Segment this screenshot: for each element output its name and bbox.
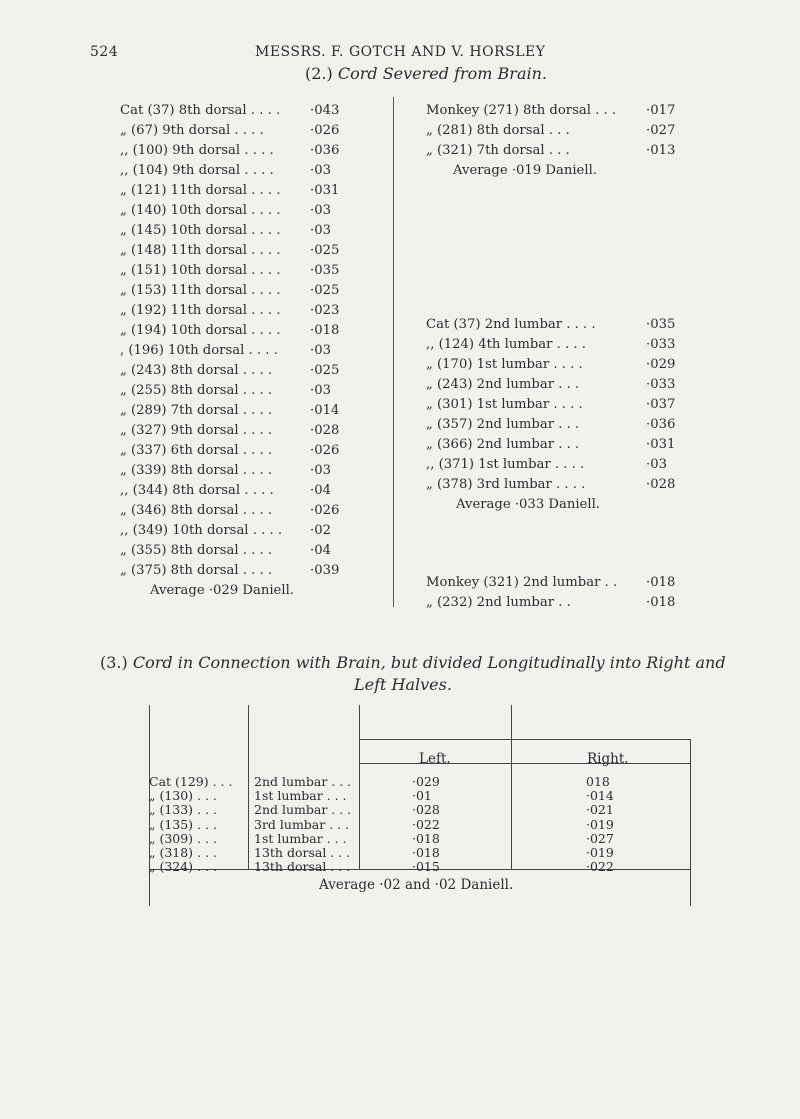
- monkey-lumbar-row-value: ·018: [646, 595, 676, 610]
- cat-lumbar-row: [426, 315, 726, 335]
- cat-dorsal-row-value: ·025: [310, 243, 340, 258]
- monkey-lumbar-row: [426, 593, 726, 613]
- monkey-lumbar-row-label: Monkey (321) 2nd lumbar . .: [426, 575, 618, 590]
- cat-dorsal-list: [120, 101, 390, 601]
- monkey-dorsal-average: Average ·019 Daniell.: [453, 163, 597, 178]
- cat-dorsal-row: [120, 161, 390, 181]
- cat-dorsal-row-value: ·04: [310, 483, 331, 498]
- cat-dorsal-row-value: ·02: [310, 523, 331, 538]
- table-cell-region: 1st lumbar . . .: [254, 830, 347, 846]
- table-rule: [248, 705, 249, 869]
- cat-dorsal-row-label: „ (255) 8th dorsal . . . .: [120, 383, 273, 398]
- monkey-dorsal-row: [426, 101, 726, 121]
- cat-dorsal-row-value: ·025: [310, 283, 340, 298]
- cat-lumbar-row-value: ·031: [646, 437, 676, 452]
- cat-dorsal-row-value: ·025: [310, 363, 340, 378]
- cat-dorsal-row-label: „ (192) 11th dorsal . . . .: [120, 303, 281, 318]
- page-number: 524: [90, 44, 119, 60]
- cat-dorsal-row: [120, 381, 390, 401]
- cat-lumbar-row: [426, 395, 726, 415]
- cat-dorsal-row-value: ·03: [310, 383, 331, 398]
- cat-dorsal-row: [120, 481, 390, 501]
- section-3-heading: [100, 652, 740, 694]
- table-cell-cat: „ (309) . . .: [149, 830, 217, 846]
- cat-dorsal-row-label: „ (355) 8th dorsal . . . .: [120, 543, 273, 558]
- monkey-dorsal-row-value: ·013: [646, 143, 676, 158]
- cat-dorsal-row-value: ·026: [310, 443, 340, 458]
- cat-lumbar-row-label: „ (357) 2nd lumbar . . .: [426, 417, 580, 432]
- cat-dorsal-row-value: ·036: [310, 143, 340, 158]
- table-cell-region: 13th dorsal . . .: [254, 859, 351, 875]
- monkey-lumbar-list: [426, 573, 726, 613]
- table-cell-cat: „ (324) . . .: [149, 859, 217, 875]
- cat-dorsal-row-label: ,, (349) 10th dorsal . . . .: [120, 523, 283, 538]
- table-cell-cat: „ (130) . . .: [149, 788, 217, 804]
- cat-dorsal-row-value: ·014: [310, 403, 340, 418]
- cat-dorsal-row-label: „ (194) 10th dorsal . . . .: [120, 323, 281, 338]
- table-cell-cat: „ (135) . . .: [149, 816, 217, 832]
- section-2-number: (2.): [305, 64, 333, 83]
- table-cell-right: ·021: [586, 802, 614, 818]
- table-cell-left: ·018: [412, 845, 440, 860]
- cat-dorsal-row: [120, 421, 390, 441]
- cat-lumbar-row-value: ·029: [646, 357, 676, 372]
- cat-dorsal-row-value: ·04: [310, 543, 331, 558]
- column-header-left: Left.: [419, 751, 451, 767]
- cat-lumbar-row-label: Cat (37) 2nd lumbar . . . .: [426, 317, 596, 332]
- table-rule: [359, 763, 690, 764]
- column-header-right: Right.: [587, 751, 629, 767]
- section-2-heading: [305, 64, 547, 83]
- running-title: MESSRS. F. GOTCH AND V. HORSLEY: [255, 44, 546, 60]
- cat-dorsal-row: [120, 241, 390, 261]
- cat-dorsal-row: [120, 521, 390, 541]
- section-3-title-line1: Cord in Connection with Brain, but divided Longitudinally into Right and: [132, 653, 726, 672]
- cat-dorsal-row-value: ·035: [310, 263, 340, 278]
- cat-dorsal-row: [120, 201, 390, 221]
- cat-dorsal-row-label: „ (67) 9th dorsal . . . .: [120, 123, 264, 138]
- monkey-lumbar-row: [426, 573, 726, 593]
- cat-dorsal-row: [120, 461, 390, 481]
- monkey-dorsal-row-label: „ (281) 8th dorsal . . .: [426, 123, 570, 138]
- table-cell-region: 1st lumbar . . .: [254, 788, 347, 804]
- section-3-title-line2: Left Halves.: [354, 675, 452, 694]
- cat-dorsal-row-label: „ (346) 8th dorsal . . . .: [120, 503, 273, 518]
- cat-dorsal-row: [120, 441, 390, 461]
- cat-dorsal-row: [120, 401, 390, 421]
- cat-dorsal-row-label: „ (289) 7th dorsal . . . .: [120, 403, 273, 418]
- table-cell-cat: „ (318) . . .: [149, 845, 217, 860]
- cat-dorsal-row: [120, 321, 390, 341]
- cat-dorsal-row-value: ·043: [310, 103, 340, 118]
- cat-dorsal-row-value: ·026: [310, 123, 340, 138]
- cat-dorsal-row: [120, 541, 390, 561]
- running-head: [0, 44, 800, 64]
- cat-lumbar-row-value: ·03: [646, 457, 667, 472]
- table-cell-right: ·022: [586, 859, 614, 875]
- cat-dorsal-row-value: ·028: [310, 423, 340, 438]
- table-cell-region: 3rd lumbar . . .: [254, 816, 350, 832]
- cat-dorsal-row-label: „ (243) 8th dorsal . . . .: [120, 363, 273, 378]
- cat-dorsal-row: [120, 141, 390, 161]
- cat-dorsal-row-value: ·023: [310, 303, 340, 318]
- cat-dorsal-row-label: „ (339) 8th dorsal . . . .: [120, 463, 273, 478]
- cat-dorsal-row: [120, 301, 390, 321]
- cat-dorsal-row-label: „ (151) 10th dorsal . . . .: [120, 263, 281, 278]
- cat-dorsal-row: [120, 101, 390, 121]
- table-cell-right: 018: [586, 774, 610, 789]
- section-3-number: (3.): [100, 653, 128, 672]
- cat-lumbar-row-value: ·035: [646, 317, 676, 332]
- cat-dorsal-row: [120, 281, 390, 301]
- table-cell-left: ·01: [412, 788, 432, 804]
- cat-lumbar-row-label: „ (366) 2nd lumbar . . .: [426, 437, 580, 452]
- cat-lumbar-row-label: „ (243) 2nd lumbar . . .: [426, 377, 580, 392]
- table-cell-left: ·028: [412, 802, 440, 818]
- cat-dorsal-row-label: ,, (100) 9th dorsal . . . .: [120, 143, 274, 158]
- cat-dorsal-row-label: ,, (344) 8th dorsal . . . .: [120, 483, 274, 498]
- cat-dorsal-row-value: ·03: [310, 223, 331, 238]
- table-rule: [359, 739, 690, 740]
- table-cell-left: ·022: [412, 816, 440, 832]
- monkey-dorsal-list: [426, 101, 726, 181]
- section-2-title: Cord Severed from Brain.: [337, 64, 547, 83]
- cat-lumbar-row-label: „ (170) 1st lumbar . . . .: [426, 357, 583, 372]
- halves-table: [149, 705, 709, 906]
- cat-lumbar-row: [426, 375, 726, 395]
- table-cell-region: 2nd lumbar . . .: [254, 774, 352, 789]
- cat-dorsal-row-label: „ (153) 11th dorsal . . . .: [120, 283, 281, 298]
- cat-dorsal-row-value: ·026: [310, 503, 340, 518]
- monkey-dorsal-row-label: „ (321) 7th dorsal . . .: [426, 143, 570, 158]
- cat-dorsal-row-label: „ (121) 11th dorsal . . . .: [120, 183, 281, 198]
- cat-lumbar-row-label: „ (378) 3rd lumbar . . . .: [426, 477, 586, 492]
- cat-dorsal-row-label: „ (337) 6th dorsal . . . .: [120, 443, 273, 458]
- cat-lumbar-row: [426, 415, 726, 435]
- monkey-dorsal-row-value: ·017: [646, 103, 676, 118]
- cat-lumbar-row-label: ,, (124) 4th lumbar . . . .: [426, 337, 586, 352]
- table-cell-left: ·018: [412, 830, 440, 846]
- cat-dorsal-row: [120, 181, 390, 201]
- table-average: Average ·02 and ·02 Daniell.: [319, 877, 514, 893]
- cat-dorsal-row-value: ·03: [310, 203, 331, 218]
- cat-dorsal-row-label: , (196) 10th dorsal . . . .: [120, 343, 278, 358]
- cat-dorsal-row-label: „ (140) 10th dorsal . . . .: [120, 203, 281, 218]
- cat-lumbar-row: [426, 435, 726, 455]
- monkey-dorsal-row: [426, 141, 726, 161]
- table-cell-left: ·029: [412, 774, 440, 789]
- cat-lumbar-row: [426, 455, 726, 475]
- cat-dorsal-row-value: ·031: [310, 183, 340, 198]
- cat-dorsal-row-label: „ (327) 9th dorsal . . . .: [120, 423, 273, 438]
- cat-dorsal-row-label: „ (145) 10th dorsal . . . .: [120, 223, 281, 238]
- monkey-lumbar-row-value: ·018: [646, 575, 676, 590]
- table-cell-right: ·019: [586, 845, 614, 860]
- column-divider: [393, 97, 394, 607]
- cat-lumbar-row: [426, 355, 726, 375]
- cat-lumbar-row-value: ·037: [646, 397, 676, 412]
- table-rule: [690, 739, 691, 906]
- cat-dorsal-row-value: ·03: [310, 163, 331, 178]
- cat-dorsal-row-value: ·03: [310, 343, 331, 358]
- table-rule: [359, 705, 360, 869]
- cat-dorsal-row: [120, 361, 390, 381]
- cat-lumbar-row: [426, 475, 726, 495]
- cat-dorsal-row-label: „ (375) 8th dorsal . . . .: [120, 563, 273, 578]
- cat-lumbar-row-value: ·028: [646, 477, 676, 492]
- cat-lumbar-list: [426, 315, 726, 515]
- cat-dorsal-row: [120, 221, 390, 241]
- cat-dorsal-row-value: ·018: [310, 323, 340, 338]
- table-cell-region: 13th dorsal . . .: [254, 845, 351, 860]
- cat-lumbar-row: [426, 335, 726, 355]
- table-cell-region: 2nd lumbar . . .: [254, 802, 352, 818]
- table-cell-cat: Cat (129) . . .: [149, 774, 233, 789]
- cat-dorsal-row-label: Cat (37) 8th dorsal . . . .: [120, 103, 281, 118]
- cat-dorsal-row: [120, 261, 390, 281]
- cat-dorsal-row: [120, 501, 390, 521]
- cat-dorsal-row: [120, 121, 390, 141]
- monkey-dorsal-row: [426, 121, 726, 141]
- cat-lumbar-row-value: ·033: [646, 377, 676, 392]
- cat-lumbar-average: Average ·033 Daniell.: [456, 497, 600, 512]
- cat-lumbar-row-value: ·033: [646, 337, 676, 352]
- table-cell-right: ·027: [586, 830, 614, 846]
- cat-dorsal-average: Average ·029 Daniell.: [150, 583, 294, 598]
- cat-dorsal-row-label: „ (148) 11th dorsal . . . .: [120, 243, 281, 258]
- monkey-lumbar-row-label: „ (232) 2nd lumbar . .: [426, 595, 571, 610]
- cat-dorsal-row-label: ,, (104) 9th dorsal . . . .: [120, 163, 274, 178]
- table-cell-right: ·014: [586, 788, 614, 804]
- monkey-dorsal-row-label: Monkey (271) 8th dorsal . . .: [426, 103, 617, 118]
- table-rule: [511, 705, 512, 869]
- cat-dorsal-row-value: ·03: [310, 463, 331, 478]
- cat-lumbar-row-value: ·036: [646, 417, 676, 432]
- table-cell-right: ·019: [586, 816, 614, 832]
- table-cell-cat: „ (133) . . .: [149, 802, 217, 818]
- cat-lumbar-row-label: ,, (371) 1st lumbar . . . .: [426, 457, 585, 472]
- cat-dorsal-row-value: ·039: [310, 563, 340, 578]
- cat-dorsal-row: [120, 561, 390, 581]
- cat-lumbar-row-label: „ (301) 1st lumbar . . . .: [426, 397, 583, 412]
- table-cell-left: ·015: [412, 859, 440, 875]
- cat-dorsal-row: [120, 341, 390, 361]
- monkey-dorsal-row-value: ·027: [646, 123, 676, 138]
